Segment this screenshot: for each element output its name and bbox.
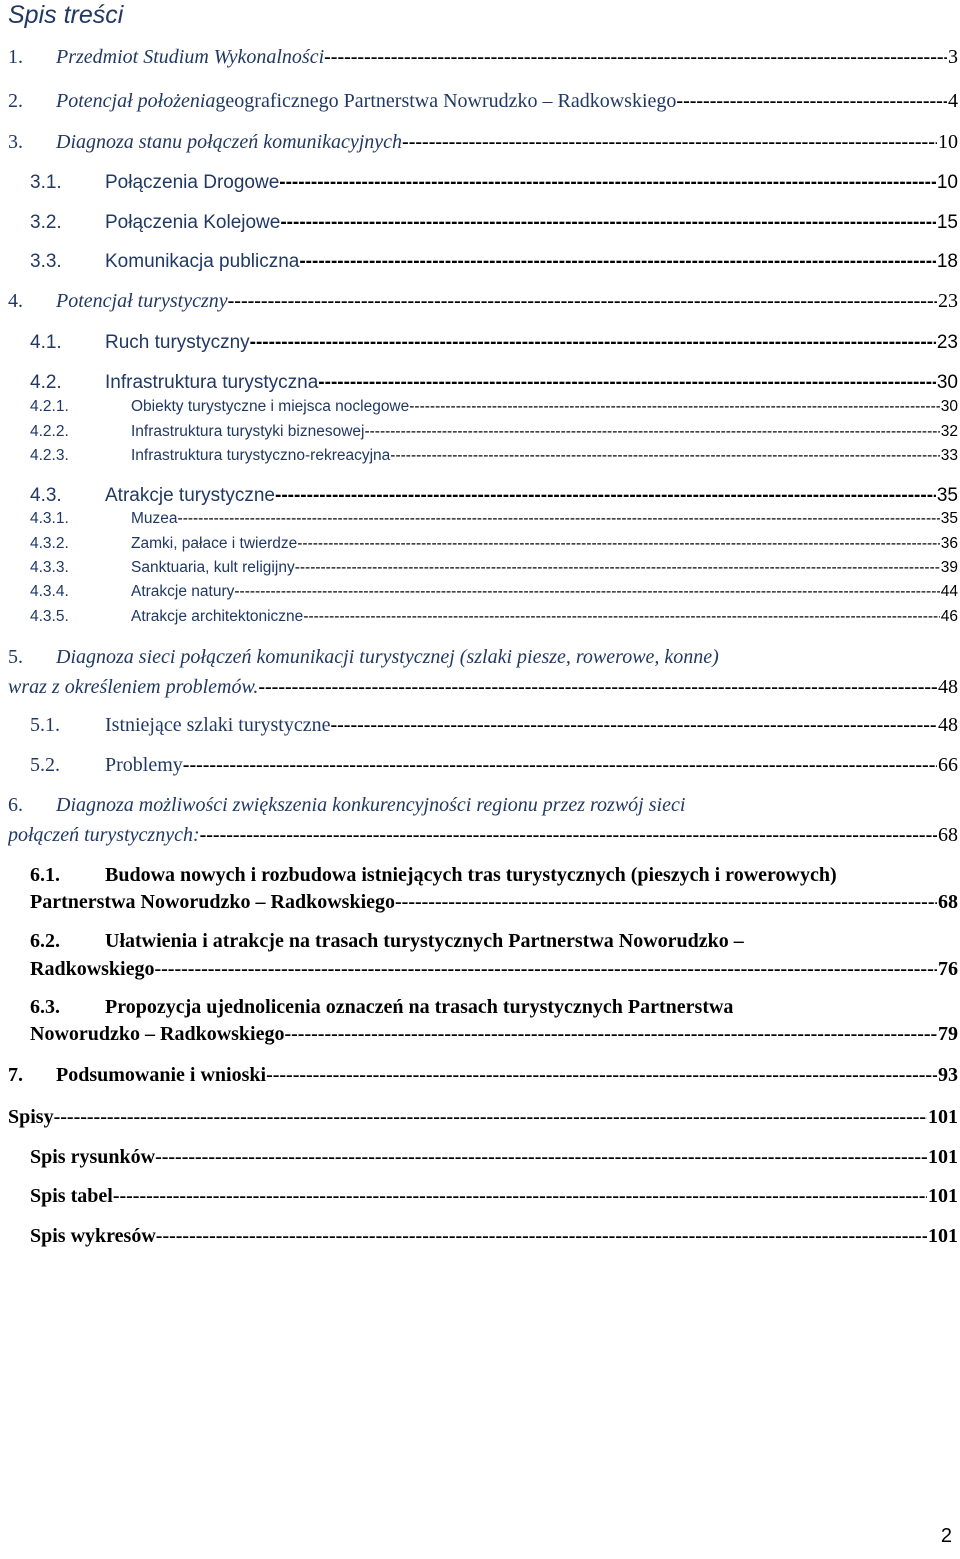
toc-page: 76: [938, 958, 958, 980]
toc-page: 101: [928, 1225, 958, 1247]
toc-number: 4.2.: [30, 372, 62, 393]
toc-number: 4.2.1.: [30, 398, 69, 415]
toc-entry[interactable]: [30, 558, 958, 578]
toc-leader: [275, 485, 936, 507]
toc-entry[interactable]: [8, 131, 958, 153]
toc-leader: [155, 1146, 927, 1168]
toc-text: Atrakcje architektoniczne: [131, 608, 304, 625]
toc-leader: [154, 958, 937, 980]
toc-page: 3: [948, 46, 958, 68]
toc-number: 5.1.: [30, 714, 60, 736]
toc-page: 4: [948, 90, 958, 112]
toc-entry[interactable]: [30, 996, 958, 1018]
toc-number: 4.3.2.: [30, 535, 69, 552]
toc-entry-continuation[interactable]: [30, 891, 958, 913]
toc-entry[interactable]: [8, 1064, 958, 1086]
toc-text: Infrastruktura turystyczno-rekreacyjna: [131, 447, 391, 464]
toc-text: Spis wykresów: [30, 1225, 156, 1247]
toc-text: Sanktuaria, kult religijny: [131, 559, 295, 576]
toc-page: 101: [928, 1146, 958, 1168]
toc-entry-continuation[interactable]: [30, 1023, 958, 1045]
toc-text-continued: geograficznego Partnerstwa Nowrudzko – Radkowskiego: [215, 90, 677, 112]
toc-text: Ruch turystyczny: [105, 332, 250, 353]
toc-leader: [409, 397, 939, 417]
toc-number: 3.2.: [30, 212, 62, 233]
toc-number: 5.: [8, 646, 23, 668]
toc-leader: [299, 251, 936, 273]
toc-leader: [228, 290, 937, 312]
toc-leader: [390, 446, 939, 466]
toc-leader: [234, 582, 939, 602]
toc-text: połączeń turystycznych:: [8, 824, 200, 846]
toc-page: 39: [940, 559, 958, 576]
toc-entry[interactable]: [8, 46, 958, 68]
toc-page: 10: [936, 172, 958, 193]
toc-page: 23: [938, 290, 958, 312]
toc-leader: [297, 534, 939, 554]
toc-entry[interactable]: [30, 582, 958, 602]
page-title: Spis treści: [8, 1, 124, 29]
toc-number: 6.2.: [30, 930, 60, 952]
toc-number: 3.1.: [30, 172, 62, 193]
toc-number: 6.1.: [30, 864, 60, 886]
toc-leader: [284, 1023, 937, 1045]
toc-leader: [156, 1225, 927, 1247]
toc-entry[interactable]: [8, 290, 958, 312]
toc-text: Obiekty turystyczne i miejsca noclegowe: [131, 398, 410, 415]
toc-leader: [676, 90, 947, 112]
toc-entry[interactable]: [8, 646, 958, 668]
toc-entry[interactable]: [30, 212, 958, 234]
toc-text: Partnerstwa Noworudzko – Radkowskiego: [30, 891, 395, 913]
toc-page: 68: [938, 824, 958, 846]
toc-entry[interactable]: [30, 446, 958, 466]
toc-number: 4.3.3.: [30, 559, 69, 576]
toc-entry-continuation[interactable]: [8, 676, 958, 698]
toc-number: 4.: [8, 290, 23, 312]
toc-page: 32: [940, 423, 958, 440]
toc-text: Spis rysunków: [30, 1146, 156, 1168]
toc-text: Muzea: [131, 510, 178, 527]
toc-number: 4.3.1.: [30, 510, 69, 527]
toc-page: 30: [936, 372, 958, 393]
toc-text: Diagnoza możliwości zwiększenia konkurencyjności regionu przez rozwój sieci: [56, 794, 686, 816]
toc-entry[interactable]: [8, 1106, 958, 1128]
toc-page: 48: [938, 676, 958, 698]
toc-entry[interactable]: [30, 332, 958, 354]
toc-entry[interactable]: [30, 607, 958, 627]
toc-entry[interactable]: [30, 1185, 958, 1207]
toc-leader: [395, 891, 937, 913]
toc-page: 101: [928, 1106, 958, 1128]
toc-number: 3.: [8, 131, 23, 153]
toc-number: 5.2.: [30, 754, 60, 776]
toc-text: Połączenia Drogowe: [105, 172, 280, 193]
toc-leader: [364, 422, 939, 442]
toc-text: Budowa nowych i rozbudowa istniejących tras turystycznych (pieszych i rowerowych): [105, 864, 837, 886]
toc-leader: [279, 172, 936, 194]
toc-text: Potencjał turystyczny: [56, 290, 228, 312]
toc-number: 6.: [8, 794, 23, 816]
toc-text: Problemy: [105, 754, 183, 776]
toc-page: 44: [940, 583, 958, 600]
toc-leader: [200, 824, 937, 846]
toc-page: 68: [938, 891, 958, 913]
toc-entry[interactable]: [30, 864, 958, 886]
toc-page: 79: [938, 1023, 958, 1045]
toc-entry[interactable]: [30, 930, 958, 952]
toc-entry[interactable]: [30, 172, 958, 194]
toc-page: 30: [940, 398, 958, 415]
toc-number: 4.3.5.: [30, 608, 69, 625]
toc-page: 36: [940, 535, 958, 552]
toc-entry[interactable]: [30, 714, 958, 736]
toc-entry[interactable]: [30, 372, 958, 394]
toc-number: 4.2.3.: [30, 447, 69, 464]
toc-number: 4.3.: [30, 485, 62, 506]
toc-number: 6.3.: [30, 996, 60, 1018]
toc-entry-continuation[interactable]: [8, 824, 958, 846]
toc-entry[interactable]: [30, 251, 958, 273]
toc-number: 1.: [8, 46, 23, 68]
toc-text: Spis tabel: [30, 1185, 113, 1207]
toc-text: Infrastruktura turystyki biznesowej: [131, 423, 365, 440]
toc-number: 2.: [8, 90, 23, 112]
toc-entry[interactable]: [30, 1225, 958, 1247]
toc-leader: [258, 676, 937, 698]
toc-leader: [113, 1185, 927, 1207]
toc-number: 4.2.2.: [30, 423, 69, 440]
toc-entry[interactable]: [30, 485, 958, 507]
toc-entry[interactable]: [30, 422, 958, 442]
toc-leader: [178, 509, 940, 529]
toc-number: 7.: [8, 1064, 23, 1086]
toc-entry[interactable]: [8, 794, 958, 816]
toc-text: Infrastruktura turystyczna: [105, 372, 319, 393]
toc-text: Diagnoza sieci połączeń komunikacji turystycznej (szlaki piesze, rowerowe, konne): [56, 646, 719, 668]
toc-text: Przedmiot Studium Wykonalności: [56, 46, 325, 68]
toc-leader: [295, 558, 940, 578]
toc-entry[interactable]: [30, 509, 958, 529]
toc-entry[interactable]: [30, 1146, 958, 1168]
toc-page: 33: [940, 447, 958, 464]
toc-text: Komunikacja publiczna: [105, 251, 300, 272]
toc-leader: [402, 131, 937, 153]
toc-text: wraz z określeniem problemów.: [8, 676, 259, 698]
toc-page: 15: [936, 212, 958, 233]
toc-text: Potencjał położenia: [56, 90, 216, 112]
toc-text: Radkowskiego: [30, 958, 155, 980]
toc-page: 101: [928, 1185, 958, 1207]
toc-leader: [266, 1064, 937, 1086]
toc-entry[interactable]: [30, 534, 958, 554]
toc-text: Zamki, pałace i twierdze: [131, 535, 298, 552]
toc-page: 66: [938, 754, 958, 776]
toc-entry[interactable]: [30, 397, 958, 417]
toc-page: 10: [938, 131, 958, 153]
toc-number: 3.3.: [30, 251, 62, 272]
toc-entry[interactable]: [30, 754, 958, 776]
toc-leader: [318, 372, 936, 394]
toc-leader: [303, 607, 939, 627]
toc-text: Atrakcje turystyczne: [105, 485, 275, 506]
toc-text: Połączenia Kolejowe: [105, 212, 281, 233]
toc-text: Istniejące szlaki turystyczne: [105, 714, 331, 736]
toc-text: Diagnoza stanu połączeń komunikacyjnych: [56, 131, 403, 153]
toc-page: 93: [938, 1064, 958, 1086]
toc-number: 4.1.: [30, 332, 62, 353]
toc-text: Noworudzko – Radkowskiego: [30, 1023, 285, 1045]
toc-text: Spisy: [8, 1106, 54, 1128]
toc-leader: [280, 212, 936, 234]
toc-text: Propozycja ujednolicenia oznaczeń na trasach turystycznych Partnerstwa: [105, 996, 734, 1018]
toc-leader: [324, 46, 947, 68]
toc-text: Podsumowanie i wnioski: [56, 1064, 267, 1086]
toc-page: 35: [936, 485, 958, 506]
toc-leader: [54, 1106, 927, 1128]
page-number: 2: [940, 1525, 952, 1547]
toc-leader: [330, 714, 937, 736]
toc-leader: [250, 332, 936, 354]
toc-text: Ułatwienia i atrakcje na trasach turystycznych Partnerstwa Noworudzko –: [105, 930, 744, 952]
toc-text: Atrakcje natury: [131, 583, 235, 600]
toc-number: 4.3.4.: [30, 583, 69, 600]
toc-page: 48: [938, 714, 958, 736]
toc-page: 35: [940, 510, 958, 527]
toc-leader: [183, 754, 937, 776]
toc-page: 23: [936, 332, 958, 353]
toc-entry-continuation[interactable]: [30, 958, 958, 980]
toc-entry[interactable]: [8, 90, 958, 112]
toc-page: 46: [940, 608, 958, 625]
toc-page: 18: [936, 251, 958, 272]
